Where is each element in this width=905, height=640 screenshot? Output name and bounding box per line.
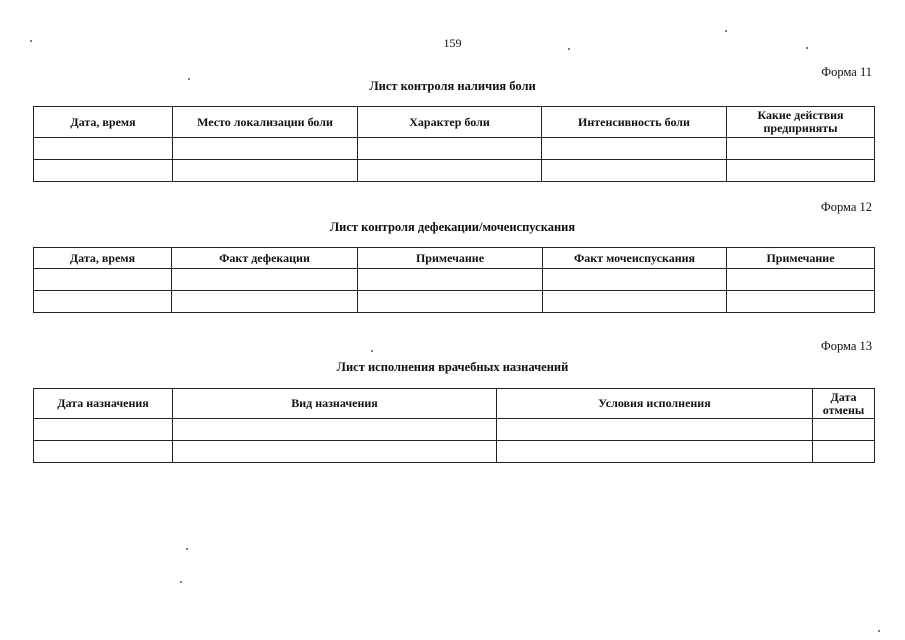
table-cell[interactable] bbox=[358, 160, 542, 182]
table-cell[interactable] bbox=[543, 291, 727, 313]
scan-speck bbox=[878, 630, 880, 632]
scan-speck bbox=[725, 30, 727, 32]
column-header: Место локализации боли bbox=[173, 107, 358, 138]
table-cell[interactable] bbox=[34, 138, 173, 160]
table-cell[interactable] bbox=[727, 291, 875, 313]
table-cell[interactable] bbox=[727, 269, 875, 291]
table-cell[interactable] bbox=[172, 269, 358, 291]
table-cell[interactable] bbox=[34, 160, 173, 182]
table-cell[interactable] bbox=[172, 291, 358, 313]
form-11-label: Форма 11 bbox=[821, 65, 872, 79]
table-cell[interactable] bbox=[813, 441, 875, 463]
column-header: Вид назначения bbox=[173, 389, 497, 419]
table-cell[interactable] bbox=[173, 419, 497, 441]
column-header: Факт дефекации bbox=[172, 248, 358, 269]
column-header: Дата, время bbox=[34, 107, 173, 138]
form-12-title: Лист контроля дефекации/мочеиспускания bbox=[329, 220, 576, 234]
table-cell[interactable] bbox=[173, 441, 497, 463]
table-cell[interactable] bbox=[358, 138, 542, 160]
scan-speck bbox=[30, 40, 32, 42]
table-cell[interactable] bbox=[727, 138, 875, 160]
form-13-label: Форма 13 bbox=[820, 339, 872, 353]
scan-speck bbox=[180, 581, 182, 583]
table-cell[interactable] bbox=[173, 160, 358, 182]
table-row bbox=[34, 138, 875, 160]
scan-speck bbox=[186, 548, 188, 550]
column-header: Условия исполнения bbox=[497, 389, 813, 419]
table-cell[interactable] bbox=[497, 419, 813, 441]
column-header: Какие действия предприняты bbox=[727, 107, 875, 138]
table-row bbox=[34, 419, 875, 441]
table-cell[interactable] bbox=[727, 160, 875, 182]
table-row bbox=[34, 160, 875, 182]
scan-speck bbox=[371, 350, 373, 352]
column-header: Интенсивность боли bbox=[542, 107, 727, 138]
table-row bbox=[34, 291, 875, 313]
table-cell[interactable] bbox=[34, 441, 173, 463]
table-cell[interactable] bbox=[34, 419, 173, 441]
column-header: Примечание bbox=[358, 248, 543, 269]
form-11-title: Лист контроля наличия боли bbox=[369, 79, 536, 93]
form-12-table bbox=[33, 247, 875, 313]
table-cell[interactable] bbox=[813, 419, 875, 441]
table-cell[interactable] bbox=[542, 138, 727, 160]
table-cell[interactable] bbox=[543, 269, 727, 291]
column-header: Факт мочеиспускания bbox=[543, 248, 727, 269]
table-row bbox=[34, 269, 875, 291]
page-number: 159 bbox=[443, 36, 462, 50]
column-header: Характер боли bbox=[358, 107, 542, 138]
form-13-table bbox=[33, 388, 875, 463]
table-header-row bbox=[34, 389, 875, 419]
form-11-table bbox=[33, 106, 875, 182]
table-header-row bbox=[34, 107, 875, 138]
table-header-row bbox=[34, 248, 875, 269]
scan-speck bbox=[568, 48, 570, 50]
table-cell[interactable] bbox=[358, 291, 543, 313]
scan-speck bbox=[806, 47, 808, 49]
table-row bbox=[34, 441, 875, 463]
column-header: Дата, время bbox=[34, 248, 172, 269]
column-header: Дата назначения bbox=[34, 389, 173, 419]
form-12-label: Форма 12 bbox=[820, 200, 872, 214]
column-header: Дата отмены bbox=[813, 389, 875, 419]
table-cell[interactable] bbox=[358, 269, 543, 291]
table-cell[interactable] bbox=[497, 441, 813, 463]
scan-speck bbox=[188, 78, 190, 80]
form-13-title: Лист исполнения врачебных назначений bbox=[336, 360, 569, 374]
table-cell[interactable] bbox=[34, 291, 172, 313]
table-cell[interactable] bbox=[542, 160, 727, 182]
table-cell[interactable] bbox=[173, 138, 358, 160]
column-header: Примечание bbox=[727, 248, 875, 269]
table-cell[interactable] bbox=[34, 269, 172, 291]
